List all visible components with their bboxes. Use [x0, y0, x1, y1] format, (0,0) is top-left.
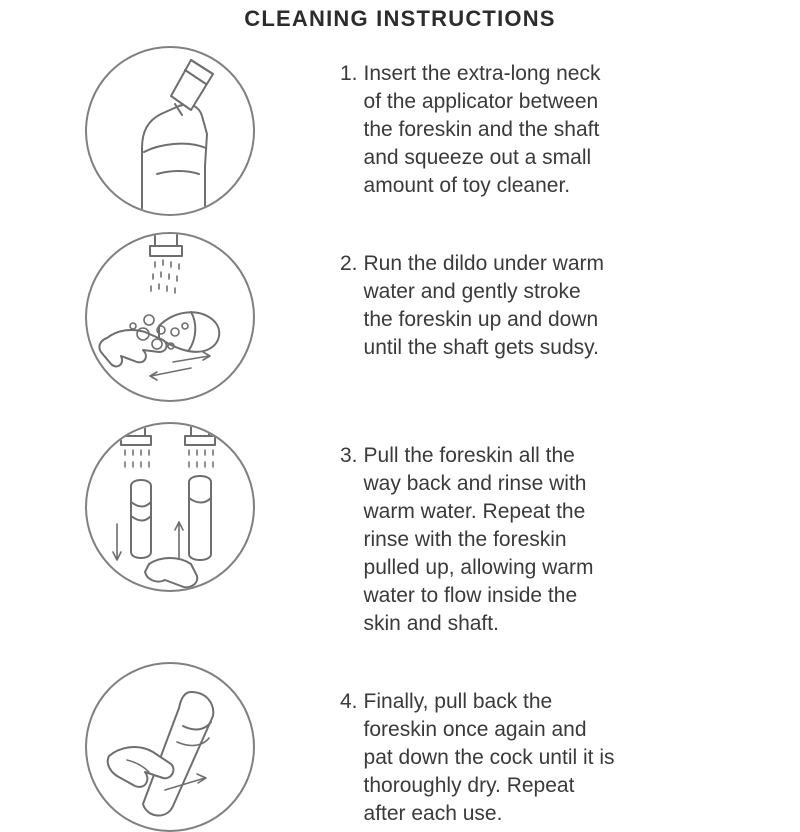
page-title: CLEANING INSTRUCTIONS [244, 6, 556, 31]
step-item [0, 662, 800, 832]
step-4-figure [0, 662, 340, 832]
step-3-number: 3. [340, 444, 358, 468]
illustration-two-shower-heads-up-down-arrows [85, 422, 255, 592]
step-4-body: Finally, pull back the foreskin once again and pat down the cock until it is thoroughly dry. Repeat after each use. [363, 689, 615, 825]
illustration-hand-patting-dry-with-arrow [85, 662, 255, 832]
illustration-applicator-tube-on-shaft [85, 46, 255, 216]
step-1-body: Insert the extra-long neck of the applicator between the foreskin and the shaft and squeeze out a small amount of toy cleaner. [363, 62, 601, 198]
step-2-text-block [340, 232, 800, 362]
step-4-number: 4. [340, 689, 358, 713]
step-3-figure [0, 422, 340, 592]
step-4-text-block [340, 662, 800, 828]
step-2-number: 2. [340, 252, 358, 276]
step-item [0, 422, 800, 637]
step-3-body: Pull the foreskin all the way back and rinse with warm water. Repeat the rinse with the foreskin pulled up, allowing warm water to flow inside the skin and shaft. [363, 444, 594, 635]
step-item [0, 46, 800, 216]
step-2-body: Run the dildo under warm water and gently stroke the foreskin up and down until the shaft gets sudsy. [363, 252, 604, 360]
step-1-figure [0, 46, 340, 216]
step-item [0, 232, 800, 402]
step-1-number: 1. [340, 62, 358, 86]
illustration-shower-head-with-suds-and-hand [85, 232, 255, 402]
step-1-text-block [340, 46, 800, 200]
steps-list [0, 46, 800, 831]
step-3-text-block [340, 422, 800, 637]
step-2-figure [0, 232, 340, 402]
